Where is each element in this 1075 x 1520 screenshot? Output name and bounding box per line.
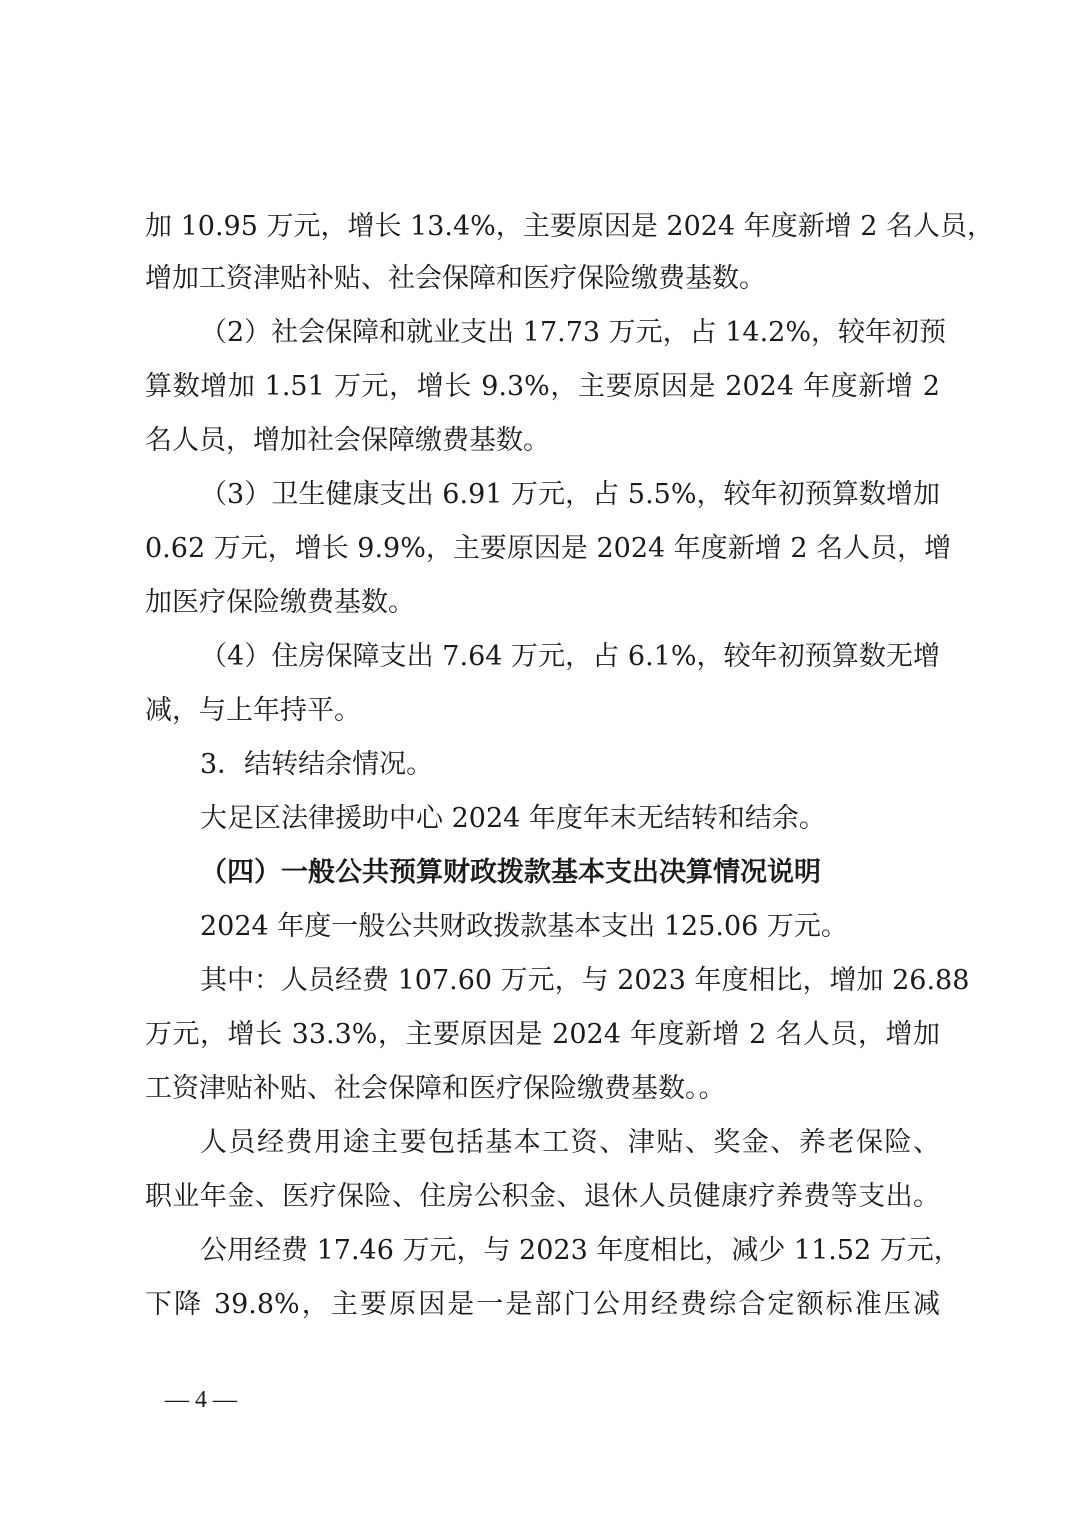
body-line: 工资津贴补贴、社会保障和医疗保险缴费基数。。 [145,1073,726,1104]
body-line: 万元，增长 33.3%，主要原因是 2024 年度新增 2 名人员，增加 [145,1019,940,1050]
body-line: 其中：人员经费 107.60 万元，与 2023 年度相比，增加 26.88 [200,965,970,996]
body-line: 算数增加 1.51 万元，增长 9.3%，主要原因是 2024 年度新增 2 [145,371,940,402]
body-line: 人员经费用途主要包括基本工资、津贴、奖金、养老保险、 [200,1127,940,1158]
section-heading: （四）一般公共预算财政拨款基本支出决算情况说明 [200,857,821,888]
body-line: 职业年金、医疗保险、住房公积金、退休人员健康疗养费等支出。 [145,1181,940,1212]
body-line: 加 10.95 万元，增长 13.4%，主要原因是 2024 年度新增 2 名人员， [145,211,995,242]
body-line: 2024 年度一般公共财政拨款基本支出 125.06 万元。 [200,911,848,942]
body-line: （2）社会保障和就业支出 17.73 万元，占 14.2%，较年初预 [200,317,946,348]
body-line: 大足区法律援助中心 2024 年度年末无结转和结余。 [200,803,826,834]
body-line: 0.62 万元，增长 9.9%，主要原因是 2024 年度新增 2 名人员，增 [145,533,952,564]
page-number: — 4 — [165,1387,237,1413]
body-line: 减，与上年持平。 [145,695,361,726]
body-line: （4）住房保障支出 7.64 万元，占 6.1%，较年初预算数无增 [200,641,940,672]
body-line: 加医疗保险缴费基数。 [145,587,415,618]
body-line: 名人员，增加社会保障缴费基数。 [145,425,550,456]
body-line: 增加工资津贴补贴、社会保障和医疗保险缴费基数。 [145,263,766,294]
body-line: 公用经费 17.46 万元，与 2023 年度相比，减少 11.52 万元， [200,1235,961,1266]
body-line: 下降 39.8%，主要原因是一是部门公用经费综合定额标准压减 [145,1289,940,1320]
section-subheading: 3．结转结余情况。 [200,749,434,780]
body-line: （3）卫生健康支出 6.91 万元，占 5.5%，较年初预算数增加 [200,479,940,510]
